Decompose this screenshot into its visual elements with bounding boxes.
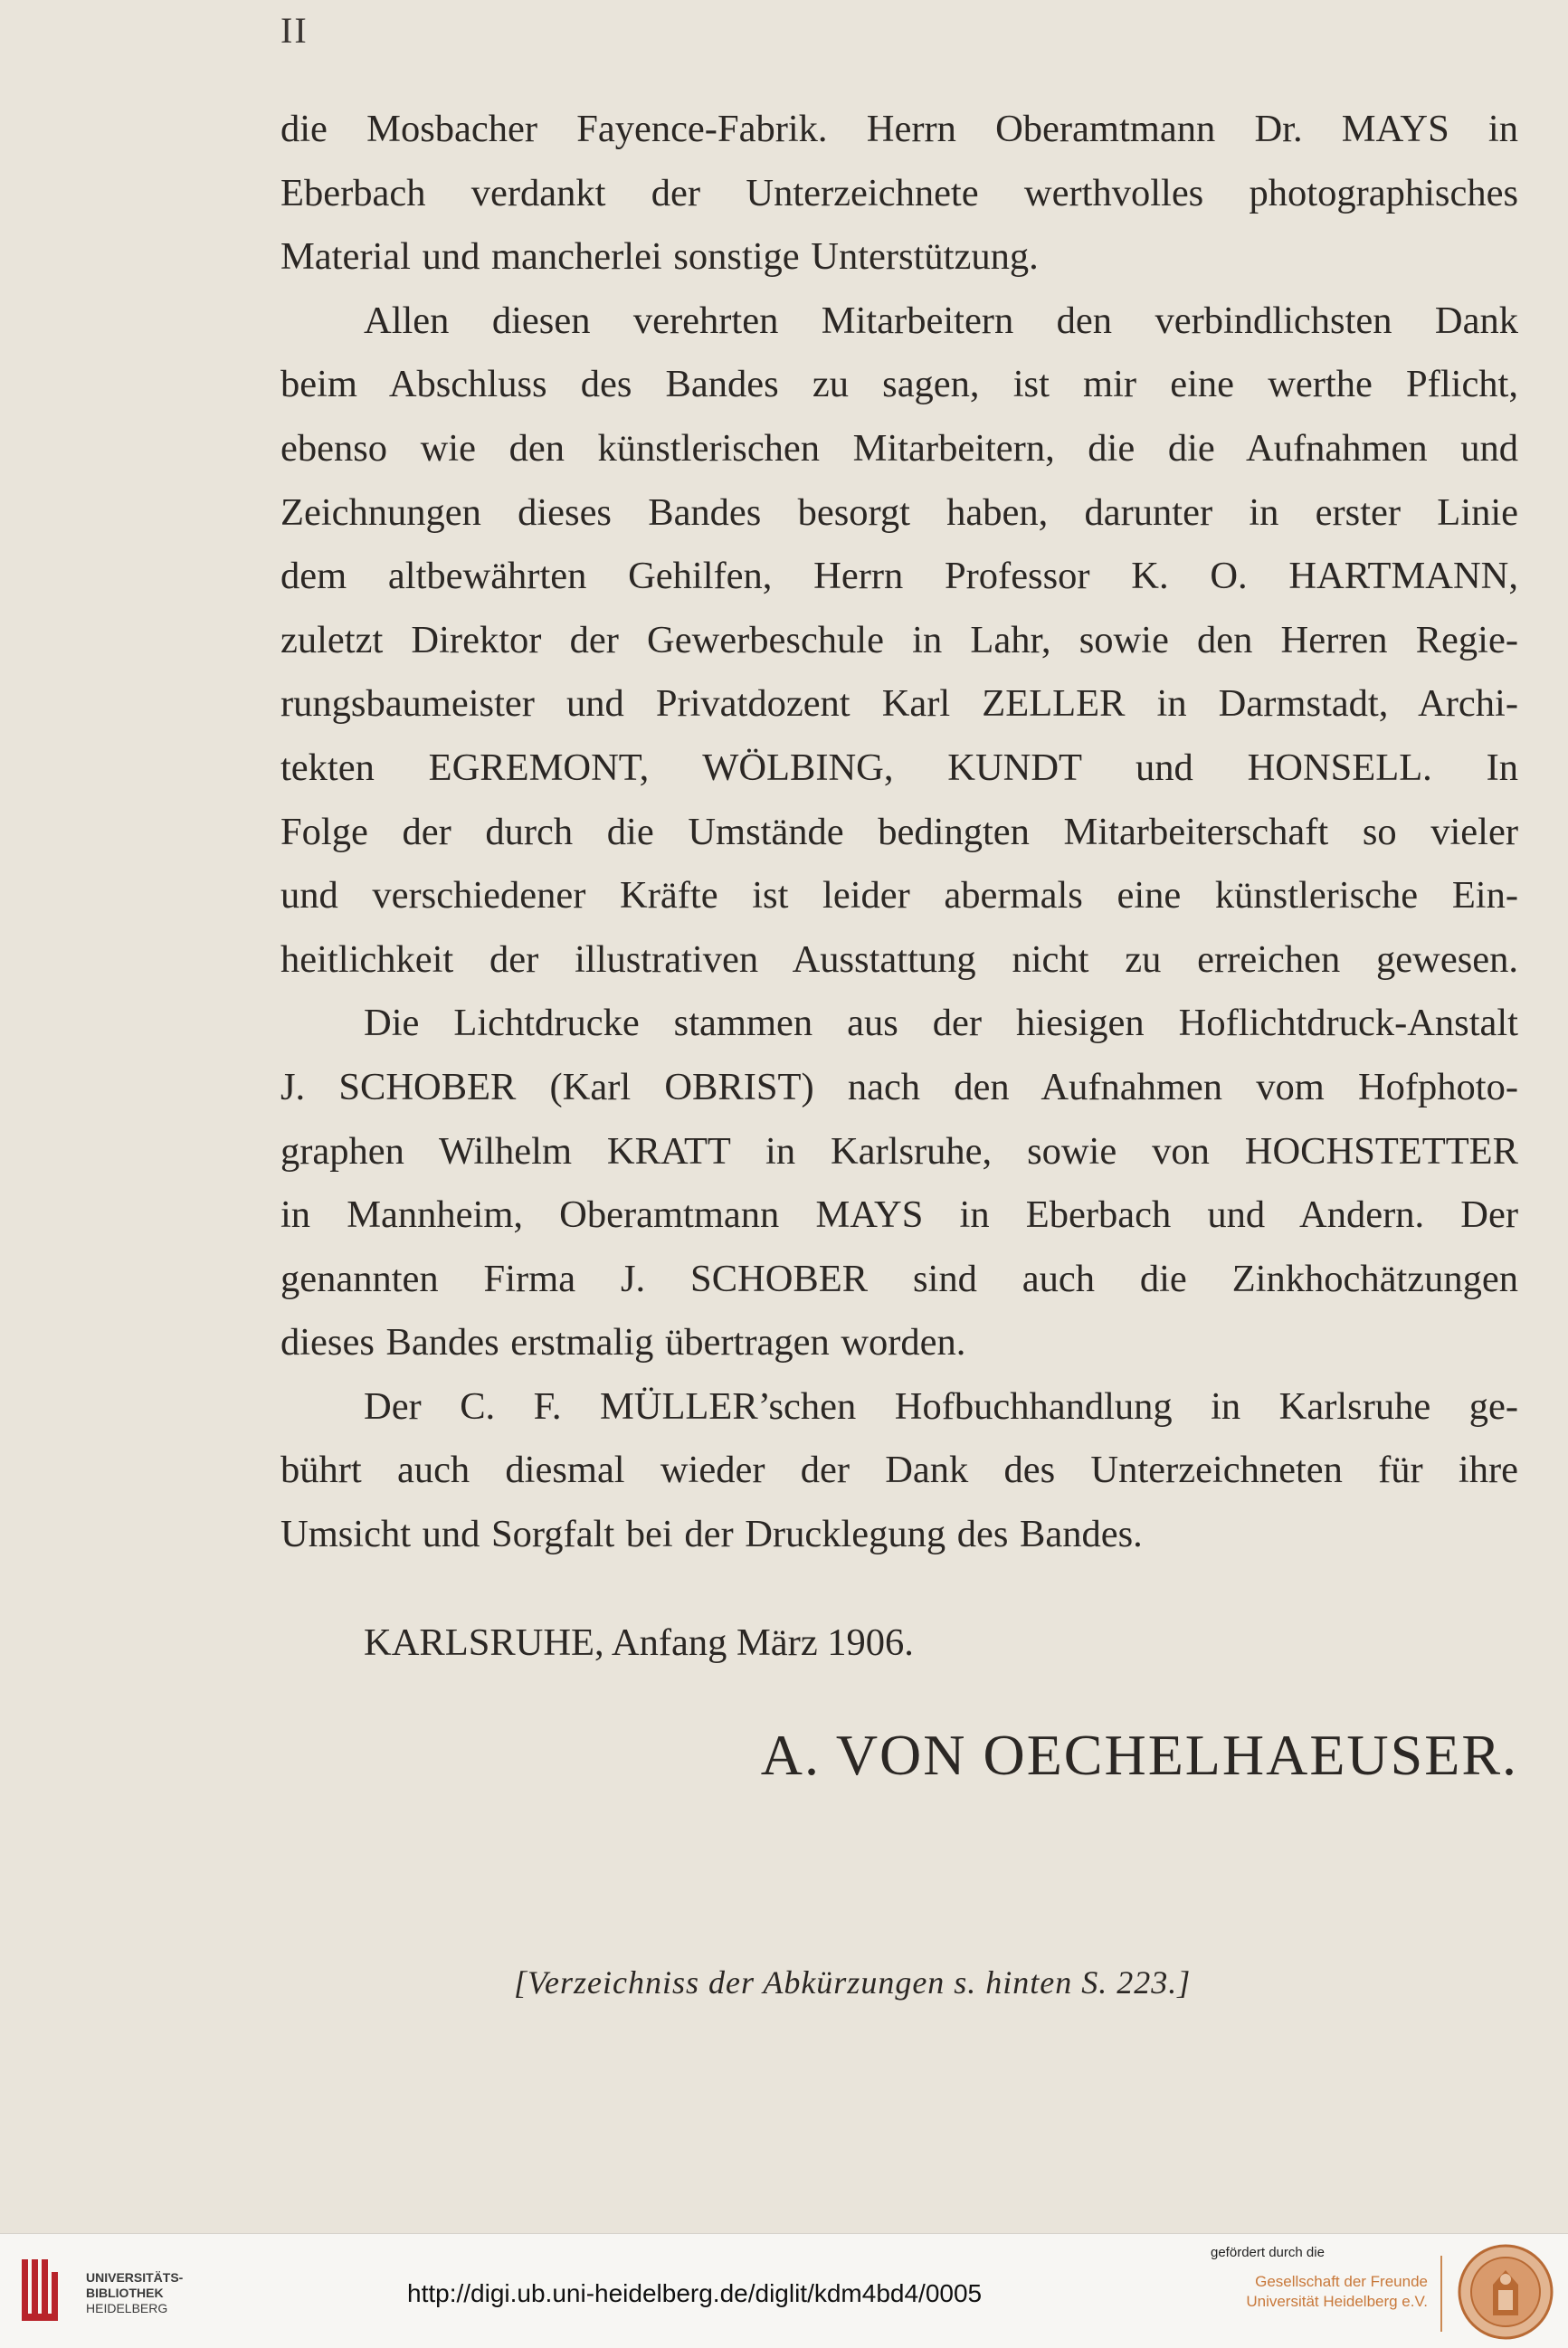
paragraph-1 — [280, 98, 1518, 290]
footer-bar — [0, 2233, 1568, 2348]
paragraph-2 — [280, 290, 1518, 993]
text-line: in Mannheim, Oberamtmann MAYS in Eberbach und Andern. Der — [280, 1193, 1518, 1237]
sponsor-name — [1211, 2272, 1428, 2312]
text-line: graphen Wilhelm KRATT in Karlsruhe, sowie von HOCHSTETTER — [280, 1129, 1518, 1173]
text-line: dieses Bandes erstmalig übertragen worden. — [280, 1321, 966, 1364]
text-line: bührt auch diesmal wieder der Dank des Unterzeichneten für ihre — [280, 1449, 1518, 1492]
text-line: Material und mancherlei sonstige Unterstützung. — [280, 235, 1039, 279]
divider — [1440, 2256, 1442, 2332]
library-name — [86, 2270, 183, 2316]
text-line: ebenso wie den künstlerischen Mitarbeitern, die die Aufnahmen und — [280, 426, 1518, 470]
university-seal-icon — [1457, 2243, 1554, 2341]
text-line: dem altbewährten Gehilfen, Herrn Professor K. O. HARTMANN, — [280, 555, 1518, 598]
sponsor-name-line: Universität Heidelberg e.V. — [1246, 2293, 1428, 2310]
text-line: Allen diesen verehrten Mitarbeitern den verbindlichsten Dank — [364, 299, 1518, 342]
ub-logo-icon — [18, 2254, 72, 2326]
text-line: Folge der durch die Umstände bedingten Mitarbeiterschaft so vieler — [280, 810, 1518, 853]
text-line: J. SCHOBER (Karl OBRIST) nach den Aufnahmen vom Hofphoto- — [280, 1065, 1518, 1108]
text-line: Der C. F. MÜLLER’schen Hofbuchhandlung in Karlsruhe ge- — [364, 1384, 1518, 1428]
text-line: beim Abschluss des Bandes zu sagen, ist mir eine werthe Pflicht, — [280, 363, 1518, 406]
text-line: Umsicht und Sorgfalt bei der Drucklegung des Bandes. — [280, 1513, 1143, 1556]
text-line: zuletzt Direktor der Gewerbeschule in Lahr, sowie den Herren Regie- — [280, 618, 1518, 661]
text-line: Zeichnungen dieses Bandes besorgt haben, darunter in erster Linie — [280, 490, 1518, 534]
text-line: rungsbaumeister und Privatdozent Karl ZELLER in Darmstadt, Archi- — [280, 682, 1518, 726]
text-line: die Mosbacher Fayence-Fabrik. Herrn Oberamtmann Dr. MAYS in — [280, 108, 1518, 150]
paragraph-3 — [280, 992, 1518, 1375]
sponsor-intro: gefördert durch die — [1211, 2245, 1325, 2260]
signature: A. VON OECHELHAEUSER. — [760, 1723, 1518, 1787]
date-line: KARLSRUHE, Anfang März 1906. — [364, 1621, 914, 1664]
text-line: Die Lichtdrucke stammen aus der hiesigen Hoflichtdruck-Anstalt — [364, 1002, 1518, 1045]
permalink-url[interactable]: http://digi.ub.uni-heidelberg.de/diglit/kdm4bd4/0005 — [407, 2279, 983, 2307]
sponsor-name-line: Gesellschaft der Freunde — [1255, 2273, 1428, 2290]
text-line: genannten Firma J. SCHOBER sind auch die Zinkhochätzungen — [280, 1257, 1518, 1300]
library-name-line: UNIVERSITÄTS- — [86, 2270, 184, 2285]
text-line: tekten EGREMONT, WÖLBING, KUNDT und HONSELL. In — [280, 746, 1518, 789]
text-line: heitlichkeit der illustrativen Ausstattung nicht zu erreichen gewesen. — [280, 937, 1518, 981]
text-line: Eberbach verdankt der Unterzeichnete werthvolles photographisches — [280, 171, 1518, 214]
paragraph-4 — [280, 1375, 1518, 1567]
text-line: und verschiedener Kräfte ist leider abermals eine künstlerische Ein- — [280, 874, 1518, 917]
page-number: II — [280, 10, 309, 51]
abbreviation-note: [Verzeichniss der Abkürzungen s. hinten S. 223.] — [514, 1964, 1192, 2001]
library-name-line: BIBLIOTHEK — [86, 2286, 164, 2300]
library-name-line: HEIDELBERG — [86, 2301, 168, 2315]
body-text — [280, 98, 1518, 1567]
